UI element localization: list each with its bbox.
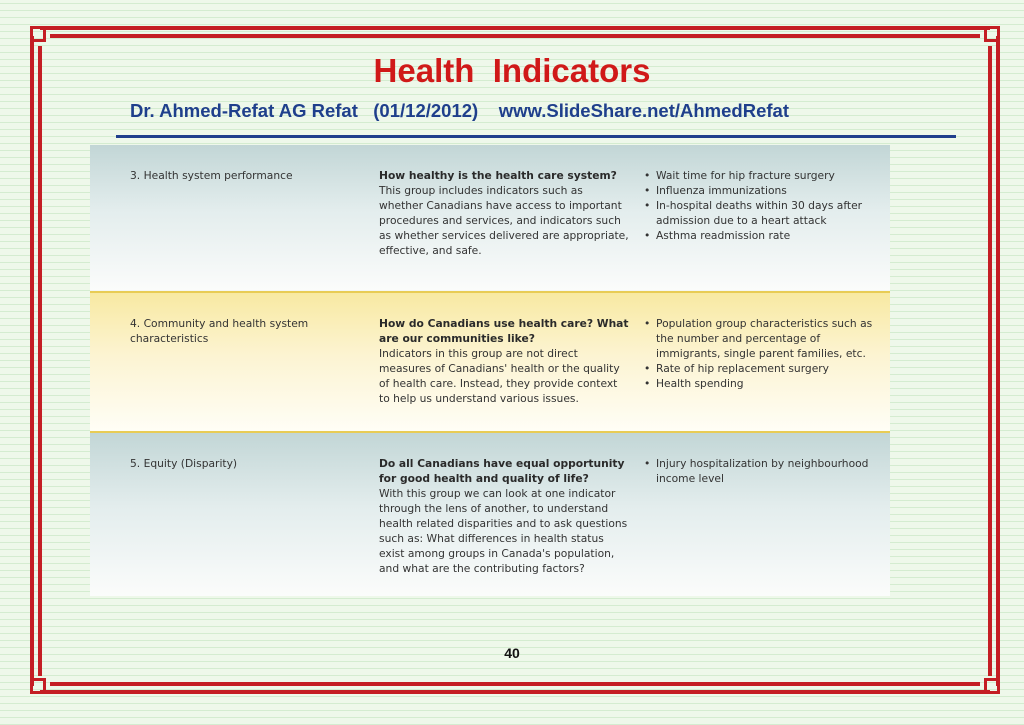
- description-cell: [379, 316, 629, 406]
- frame-border-left: [30, 36, 34, 686]
- list-item: • Wait time for hip fracture surgery: [642, 168, 887, 183]
- frame-border-right-inner: [988, 46, 992, 676]
- header-divider: [116, 135, 956, 138]
- slide-title: Health Indicators: [373, 52, 651, 89]
- author-subtitle: Dr. Ahmed-Refat AG Refat (01/12/2012) www.SlideShare.net/AhmedRefat: [130, 100, 789, 121]
- list-item: • Rate of hip replacement surgery: [642, 361, 887, 376]
- frame-corner-bottom-right: [984, 678, 1000, 694]
- frame-border-bottom: [40, 690, 990, 694]
- list-item: • Health spending: [642, 376, 887, 391]
- table-row: [90, 145, 890, 290]
- description-text: This group includes indicators such as whether Canadians have access to important procedures and services, and indicators such as whether services delivered are appropriate, effective, and safe.: [379, 184, 629, 257]
- category-cell: 4. Community and health system characteristics: [130, 317, 309, 345]
- frame-corner-bottom-left: [30, 678, 46, 694]
- frame-border-top: [40, 26, 990, 30]
- examples-cell: [642, 316, 887, 391]
- frame-border-left-inner: [38, 46, 42, 676]
- description-text: Indicators in this group are not direct measures of Canadians' health or the quality of health care. Instead, they provide context to help us understand various issues.: [379, 347, 620, 405]
- indicator-table: [90, 145, 890, 596]
- frame-border-bottom-inner: [50, 682, 980, 686]
- frame-corner-top-left: [30, 26, 46, 42]
- frame-corner-top-right: [984, 26, 1000, 42]
- frame-border-top-inner: [50, 34, 980, 38]
- frame-border-right: [996, 36, 1000, 686]
- list-item: • Population group characteristics such as the number and percentage of immigrants, single parent families, etc.: [642, 316, 887, 361]
- question-text: How do Canadians use health care? What are our communities like?: [379, 317, 629, 345]
- category-cell: 3. Health system performance: [130, 169, 293, 182]
- table-row: [90, 293, 890, 433]
- category-cell: 5. Equity (Disparity): [130, 457, 238, 470]
- description-cell: [379, 456, 629, 576]
- question-text: Do all Canadians have equal opportunity for good health and quality of life?: [379, 457, 625, 485]
- page-number: 40: [504, 645, 520, 661]
- examples-cell: [642, 456, 887, 486]
- list-item: • Injury hospitalization by neighbourhood income level: [642, 456, 887, 486]
- list-item: • In-hospital deaths within 30 days after admission due to a heart attack: [642, 198, 887, 228]
- description-cell: [379, 168, 629, 258]
- examples-cell: [642, 168, 887, 243]
- description-text: With this group we can look at one indicator through the lens of another, to understand health related disparities and to ask questions such as: What differences in health status exist among groups in Canada's population, and what are the contributing factors?: [379, 487, 628, 575]
- list-item: • Asthma readmission rate: [642, 228, 887, 243]
- list-item: • Influenza immunizations: [642, 183, 887, 198]
- question-text: How healthy is the health care system?: [379, 169, 617, 182]
- table-row: [90, 433, 890, 596]
